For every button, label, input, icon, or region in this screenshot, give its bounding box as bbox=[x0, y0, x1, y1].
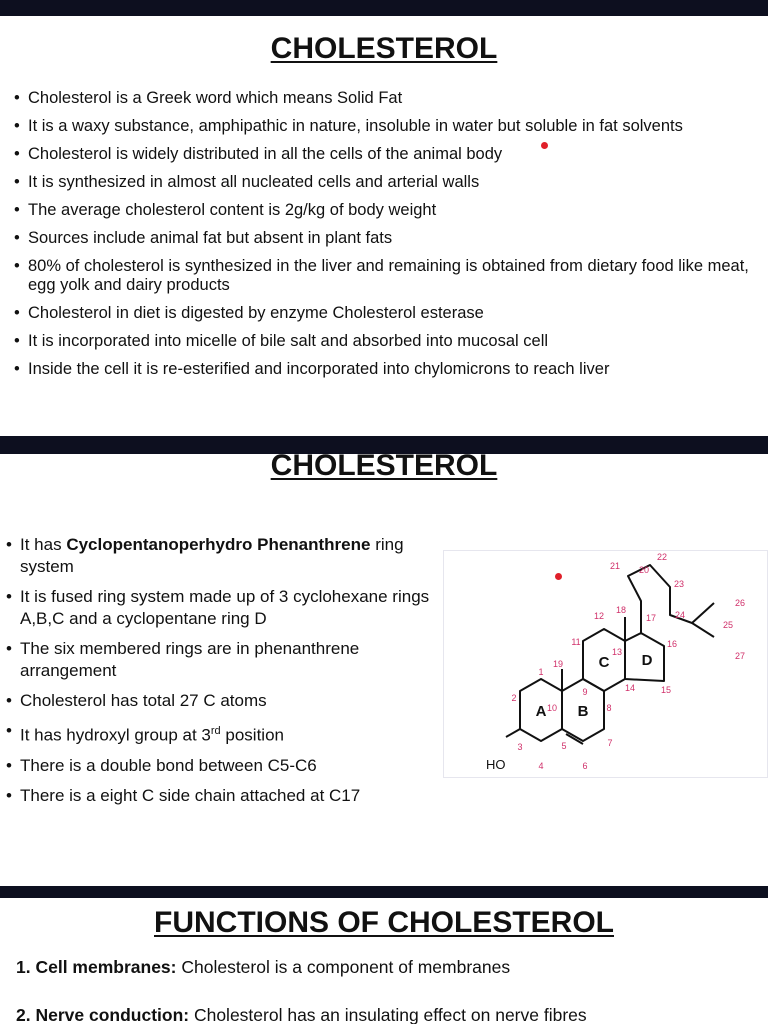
atom-number: 6 bbox=[582, 761, 588, 771]
bullet-text: position bbox=[220, 725, 284, 745]
list-item: • The six membered rings are in phenanthrene arrangement bbox=[6, 638, 431, 682]
atom-number: 22 bbox=[656, 552, 668, 562]
atom-number: 5 bbox=[561, 741, 567, 751]
slide-title: FUNCTIONS OF CHOLESTEROL bbox=[154, 906, 614, 939]
list-item: • 80% of cholesterol is synthesized in the liver and remaining is obtained from dietary food like meat, egg yolk and dairy products bbox=[14, 257, 754, 295]
atom-number: 12 bbox=[593, 611, 605, 621]
list-item: • It is fused ring system made up of 3 cyclohexane rings A,B,C and a cyclopentane ring D bbox=[6, 586, 431, 630]
atom-number: 17 bbox=[645, 613, 657, 623]
ring-label-a: A bbox=[535, 703, 547, 720]
bullet-text: It has hydroxyl group at 3 bbox=[20, 725, 211, 745]
atom-number: 8 bbox=[606, 703, 612, 713]
atom-number: 15 bbox=[660, 685, 672, 695]
function-label: 1. Cell membranes: bbox=[16, 957, 177, 977]
function-item bbox=[16, 957, 510, 978]
atom-number: 4 bbox=[538, 761, 544, 771]
function-label: 2. Nerve conduction: bbox=[16, 1005, 190, 1024]
ring-label-c: C bbox=[598, 654, 610, 671]
list-item: • It is synthesized in almost all nucleated cells and arterial walls bbox=[14, 173, 754, 192]
hydroxyl-label: HO bbox=[486, 757, 506, 772]
function-item bbox=[16, 1005, 587, 1024]
list-item: • Sources include animal fat but absent in plant fats bbox=[14, 229, 754, 248]
atom-number: 3 bbox=[517, 742, 523, 752]
atom-number: 25 bbox=[722, 620, 734, 630]
atom-number: 19 bbox=[552, 659, 564, 669]
list-item: • Cholesterol is a Greek word which means Solid Fat bbox=[14, 89, 754, 108]
list-item: • Cholesterol in diet is digested by enzyme Cholesterol esterase bbox=[14, 304, 754, 323]
ring-label-b: B bbox=[577, 703, 589, 720]
atom-number: 21 bbox=[609, 561, 621, 571]
atom-number: 11 bbox=[571, 637, 581, 647]
list-item: • Inside the cell it is re-esterified and incorporated into chylomicrons to reach liver bbox=[14, 360, 754, 379]
atom-number: 14 bbox=[624, 683, 636, 693]
function-text: Cholesterol has an insulating effect on nerve fibres bbox=[189, 1005, 587, 1024]
list-item: • Cholesterol is widely distributed in all the cells of the animal body bbox=[14, 145, 754, 164]
top-border-bar bbox=[0, 0, 768, 16]
bullet-list bbox=[6, 534, 431, 815]
bullet-text: It has bbox=[20, 535, 67, 554]
atom-number: 13 bbox=[611, 647, 623, 657]
list-item: • Cholesterol has total 27 C atoms bbox=[6, 690, 431, 712]
bullet-text: ring system bbox=[20, 535, 404, 576]
atom-number: 18 bbox=[615, 605, 627, 615]
list-item bbox=[6, 534, 431, 578]
slide-title: CHOLESTEROL bbox=[270, 32, 498, 65]
atom-number: 23 bbox=[673, 579, 685, 589]
steroid-skeleton-svg bbox=[444, 551, 768, 779]
atom-number: 10 bbox=[546, 703, 558, 713]
side-chain-branch bbox=[692, 623, 714, 637]
bullet-bold-text: Cyclopentanoperhydro Phenanthrene bbox=[66, 535, 371, 554]
list-item: • The average cholesterol content is 2g/kg of body weight bbox=[14, 201, 754, 220]
cholesterol-structure-diagram bbox=[443, 550, 768, 778]
slide-divider-bar bbox=[0, 886, 768, 898]
laser-pointer-dot bbox=[541, 142, 548, 149]
list-item: • There is a eight C side chain attached at C17 bbox=[6, 785, 431, 807]
atom-number: 27 bbox=[734, 651, 746, 661]
list-item: • It is incorporated into micelle of bile salt and absorbed into mucosal cell bbox=[14, 332, 754, 351]
slide-title: CHOLESTEROL bbox=[270, 454, 498, 482]
atom-number: 24 bbox=[674, 610, 686, 620]
atom-number: 1 bbox=[538, 667, 544, 677]
atom-number: 2 bbox=[511, 693, 517, 703]
slide-cholesterol-intro bbox=[0, 16, 768, 436]
bullet-list bbox=[14, 89, 754, 388]
side-chain bbox=[628, 565, 714, 633]
atom-number: 20 bbox=[638, 565, 650, 575]
atom-number: 9 bbox=[582, 687, 588, 697]
laser-pointer-dot bbox=[555, 573, 562, 580]
ring-label-d: D bbox=[641, 652, 653, 669]
list-item: • It is a waxy substance, amphipathic in nature, insoluble in water but soluble in fat solvents bbox=[14, 117, 754, 136]
atom-number: 7 bbox=[607, 738, 613, 748]
function-text: Cholesterol is a component of membranes bbox=[176, 957, 511, 977]
slide-divider-bar bbox=[0, 436, 768, 454]
hydroxyl-bond bbox=[506, 729, 520, 737]
atom-number: 16 bbox=[666, 639, 678, 649]
superscript: rd bbox=[210, 725, 221, 737]
list-item bbox=[6, 720, 431, 747]
list-item: • There is a double bond between C5-C6 bbox=[6, 755, 431, 777]
slide-cholesterol-structure bbox=[0, 454, 768, 886]
slide-functions bbox=[0, 898, 768, 1024]
atom-number: 26 bbox=[734, 598, 746, 608]
